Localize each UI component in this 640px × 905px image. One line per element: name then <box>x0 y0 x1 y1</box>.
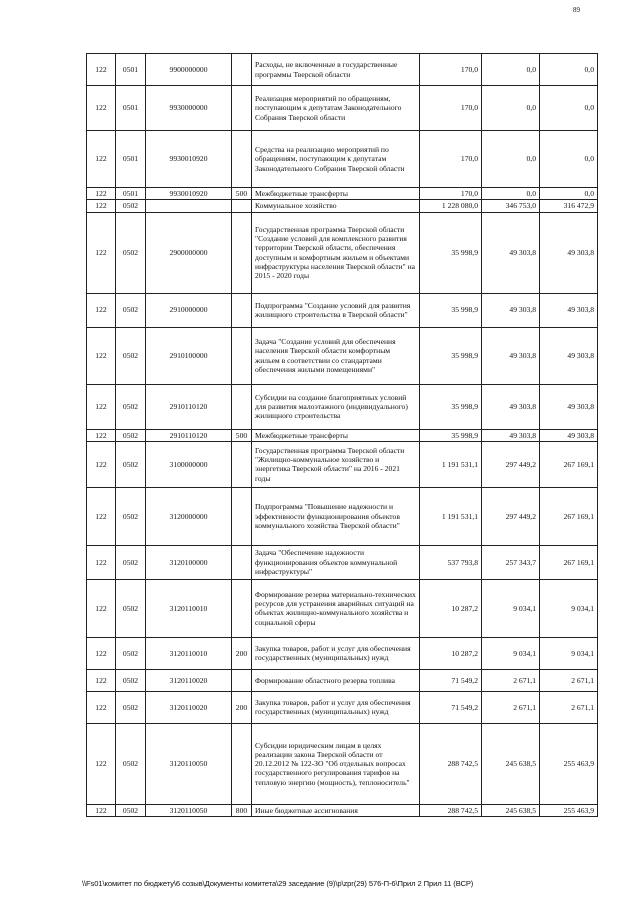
row-amount-year-3: 0,0 <box>540 188 598 200</box>
row-target-article: 2910100000 <box>146 327 232 384</box>
table-row <box>87 441 598 487</box>
row-expense-kind: 800 <box>232 804 252 816</box>
row-amount-year-2: 49 303,8 <box>482 327 540 384</box>
row-amount-year-1: 1 191 531,1 <box>420 487 482 545</box>
row-amount-year-1: 1 228 080,0 <box>420 200 482 212</box>
row-amount-year-3: 316 472,9 <box>540 200 598 212</box>
row-amount-year-2: 257 343,7 <box>482 545 540 579</box>
row-amount-year-2: 49 303,8 <box>482 293 540 327</box>
row-amount-year-2: 2 671,1 <box>482 691 540 723</box>
row-amount-year-2: 49 303,8 <box>482 384 540 429</box>
row-target-article: 3120110020 <box>146 669 232 691</box>
row-section: 0502 <box>116 200 146 212</box>
table-row <box>87 545 598 579</box>
table-row <box>87 429 598 441</box>
table-row <box>87 54 598 86</box>
row-amount-year-2: 346 753,0 <box>482 200 540 212</box>
row-description: Иные бюджетные ассигнования <box>252 804 420 816</box>
table-row <box>87 487 598 545</box>
row-amount-year-3: 49 303,8 <box>540 293 598 327</box>
row-amount-year-2: 49 303,8 <box>482 212 540 293</box>
row-section: 0502 <box>116 293 146 327</box>
row-code: 122 <box>87 579 116 637</box>
row-expense-kind <box>232 293 252 327</box>
row-target-article: 3100000000 <box>146 441 232 487</box>
row-expense-kind <box>232 86 252 131</box>
row-amount-year-1: 537 793,8 <box>420 545 482 579</box>
row-amount-year-1: 288 742,5 <box>420 804 482 816</box>
row-amount-year-3: 255 463,9 <box>540 804 598 816</box>
row-expense-kind: 500 <box>232 429 252 441</box>
budget-table <box>86 53 598 817</box>
row-section: 0502 <box>116 579 146 637</box>
table-row <box>87 804 598 816</box>
row-section: 0502 <box>116 212 146 293</box>
row-target-article: 9930000000 <box>146 86 232 131</box>
table-row <box>87 384 598 429</box>
row-amount-year-2: 0,0 <box>482 86 540 131</box>
row-target-article <box>146 200 232 212</box>
row-description: Средства на реализацию мероприятий по обращениям, поступающим к депутатам Законодательного Собрания Тверской области <box>252 131 420 188</box>
row-code: 122 <box>87 200 116 212</box>
row-amount-year-1: 170,0 <box>420 188 482 200</box>
row-amount-year-3: 49 303,8 <box>540 327 598 384</box>
row-target-article: 3120110050 <box>146 804 232 816</box>
row-amount-year-3: 9 034,1 <box>540 637 598 669</box>
row-amount-year-1: 71 549,2 <box>420 669 482 691</box>
row-amount-year-1: 35 998,9 <box>420 327 482 384</box>
row-section: 0502 <box>116 327 146 384</box>
row-target-article: 3120110010 <box>146 637 232 669</box>
row-description: Задача "Обеспечение надежности функционирования объектов коммунальной инфраструктуры" <box>252 545 420 579</box>
row-target-article: 2910000000 <box>146 293 232 327</box>
row-description: Межбюджетные трансферты <box>252 429 420 441</box>
row-target-article: 2900000000 <box>146 212 232 293</box>
row-description: Коммунальное хозяйство <box>252 200 420 212</box>
row-code: 122 <box>87 212 116 293</box>
row-amount-year-2: 49 303,8 <box>482 429 540 441</box>
table-row <box>87 212 598 293</box>
row-code: 122 <box>87 188 116 200</box>
row-expense-kind <box>232 487 252 545</box>
row-code: 122 <box>87 723 116 804</box>
row-description: Формирование резерва материально-технических ресурсов для устранения аварийных ситуаций на объектах жилищно-коммунального хозяйства и социальной сферы <box>252 579 420 637</box>
row-expense-kind <box>232 384 252 429</box>
row-code: 122 <box>87 293 116 327</box>
row-code: 122 <box>87 804 116 816</box>
row-target-article: 2910110120 <box>146 384 232 429</box>
row-amount-year-2: 2 671,1 <box>482 669 540 691</box>
row-amount-year-3: 255 463,9 <box>540 723 598 804</box>
row-amount-year-2: 9 034,1 <box>482 637 540 669</box>
row-amount-year-2: 245 638,5 <box>482 804 540 816</box>
row-amount-year-2: 9 034,1 <box>482 579 540 637</box>
row-description: Закупка товаров, работ и услуг для обеспечения государственных (муниципальных) нужд <box>252 691 420 723</box>
row-expense-kind: 200 <box>232 691 252 723</box>
row-section: 0501 <box>116 188 146 200</box>
row-target-article: 9900000000 <box>146 54 232 86</box>
row-amount-year-1: 35 998,9 <box>420 293 482 327</box>
row-amount-year-3: 267 169,1 <box>540 487 598 545</box>
row-amount-year-1: 170,0 <box>420 131 482 188</box>
row-amount-year-3: 9 034,1 <box>540 579 598 637</box>
table-row <box>87 669 598 691</box>
row-description: Субсидии на создание благоприятных условий для развития малоэтажного (индивидуального) жилищного строительства <box>252 384 420 429</box>
footer-file-path: \\Fs01\комитет по бюджету\6 созыв\Документы комитета\29 заседание (9)\р\zpr(29) 576-П-6\Прил 2 Прил 11 (ВСР) <box>82 879 474 888</box>
row-expense-kind <box>232 579 252 637</box>
row-section: 0502 <box>116 441 146 487</box>
row-code: 122 <box>87 487 116 545</box>
row-target-article: 3120110050 <box>146 723 232 804</box>
table-row <box>87 131 598 188</box>
table-row <box>87 188 598 200</box>
row-amount-year-1: 288 742,5 <box>420 723 482 804</box>
row-amount-year-1: 35 998,9 <box>420 384 482 429</box>
row-amount-year-1: 71 549,2 <box>420 691 482 723</box>
row-amount-year-3: 267 169,1 <box>540 545 598 579</box>
row-section: 0502 <box>116 487 146 545</box>
row-expense-kind <box>232 723 252 804</box>
row-target-article: 3120000000 <box>146 487 232 545</box>
row-target-article: 9930010920 <box>146 131 232 188</box>
row-target-article: 3120100000 <box>146 545 232 579</box>
row-section: 0502 <box>116 637 146 669</box>
row-amount-year-3: 0,0 <box>540 54 598 86</box>
row-amount-year-1: 170,0 <box>420 86 482 131</box>
row-section: 0501 <box>116 54 146 86</box>
table-row <box>87 86 598 131</box>
row-description: Субсидии юридическим лицам в целях реализации закона Тверской области от 20.12.2012 № 122-ЗО "Об отдельных вопросах государственного регулирования тарифов на тепловую энергию (мощность), теплоноситель" <box>252 723 420 804</box>
row-description: Государственная программа Тверской области "Жилищно-коммунальное хозяйство и энергетика Тверской области" на 2016 - 2021 годы <box>252 441 420 487</box>
row-section: 0502 <box>116 691 146 723</box>
row-section: 0501 <box>116 131 146 188</box>
row-amount-year-3: 49 303,8 <box>540 384 598 429</box>
table-row <box>87 327 598 384</box>
row-amount-year-2: 245 638,5 <box>482 723 540 804</box>
row-expense-kind <box>232 200 252 212</box>
row-code: 122 <box>87 637 116 669</box>
row-amount-year-3: 2 671,1 <box>540 691 598 723</box>
row-description: Формирование областного резерва топлива <box>252 669 420 691</box>
row-amount-year-2: 0,0 <box>482 188 540 200</box>
row-expense-kind <box>232 669 252 691</box>
row-target-article: 3120110020 <box>146 691 232 723</box>
row-description: Подпрограмма "Повышение надежности и эффективности функционирования объектов коммунального хозяйства Тверской области" <box>252 487 420 545</box>
row-description: Закупка товаров, работ и услуг для обеспечения государственных (муниципальных) нужд <box>252 637 420 669</box>
row-section: 0502 <box>116 723 146 804</box>
row-code: 122 <box>87 429 116 441</box>
row-description: Реализация мероприятий по обращениям, поступающим к депутатам Законодательного Собрания Тверской области <box>252 86 420 131</box>
row-expense-kind <box>232 131 252 188</box>
row-amount-year-3: 0,0 <box>540 86 598 131</box>
row-description: Межбюджетные трансферты <box>252 188 420 200</box>
row-code: 122 <box>87 669 116 691</box>
row-section: 0501 <box>116 86 146 131</box>
row-section: 0502 <box>116 545 146 579</box>
row-target-article: 9930010920 <box>146 188 232 200</box>
row-code: 122 <box>87 327 116 384</box>
row-expense-kind <box>232 545 252 579</box>
row-code: 122 <box>87 54 116 86</box>
row-code: 122 <box>87 86 116 131</box>
row-amount-year-2: 297 449,2 <box>482 441 540 487</box>
row-section: 0502 <box>116 804 146 816</box>
row-expense-kind: 200 <box>232 637 252 669</box>
row-code: 122 <box>87 131 116 188</box>
row-description: Государственная программа Тверской области "Создание условий для комплексного развития территории Тверской области, обеспечения доступным и комфортным жильем и объектами инфраструктуры населения Тверской области" на 2015 - 2020 годы <box>252 212 420 293</box>
table-row <box>87 579 598 637</box>
row-amount-year-2: 297 449,2 <box>482 487 540 545</box>
row-description: Расходы, не включенные в государственные программы Тверской области <box>252 54 420 86</box>
row-code: 122 <box>87 691 116 723</box>
row-amount-year-1: 10 287,2 <box>420 579 482 637</box>
row-amount-year-3: 49 303,8 <box>540 429 598 441</box>
row-amount-year-3: 49 303,8 <box>540 212 598 293</box>
row-amount-year-1: 1 191 531,1 <box>420 441 482 487</box>
table-row <box>87 637 598 669</box>
row-amount-year-1: 35 998,9 <box>420 429 482 441</box>
row-amount-year-3: 267 169,1 <box>540 441 598 487</box>
row-expense-kind <box>232 441 252 487</box>
table-row <box>87 293 598 327</box>
row-section: 0502 <box>116 384 146 429</box>
row-section: 0502 <box>116 429 146 441</box>
row-amount-year-2: 0,0 <box>482 131 540 188</box>
row-amount-year-3: 2 671,1 <box>540 669 598 691</box>
row-section: 0502 <box>116 669 146 691</box>
row-description: Задача "Создание условий для обеспечения населения Тверской области комфортным жильем в соответствии со стандартами обеспечения жилыми помещениями" <box>252 327 420 384</box>
row-target-article: 2910110120 <box>146 429 232 441</box>
row-expense-kind <box>232 212 252 293</box>
row-amount-year-3: 0,0 <box>540 131 598 188</box>
row-code: 122 <box>87 441 116 487</box>
table-row <box>87 723 598 804</box>
page-number: 89 <box>573 6 580 14</box>
row-amount-year-1: 35 998,9 <box>420 212 482 293</box>
table-row <box>87 200 598 212</box>
row-description: Подпрограмма "Создание условий для развития жилищного строительства в Тверской области" <box>252 293 420 327</box>
row-code: 122 <box>87 384 116 429</box>
row-amount-year-1: 170,0 <box>420 54 482 86</box>
table-row <box>87 691 598 723</box>
row-amount-year-1: 10 287,2 <box>420 637 482 669</box>
row-expense-kind <box>232 327 252 384</box>
row-code: 122 <box>87 545 116 579</box>
row-amount-year-2: 0,0 <box>482 54 540 86</box>
row-expense-kind: 500 <box>232 188 252 200</box>
row-expense-kind <box>232 54 252 86</box>
row-target-article: 3120110010 <box>146 579 232 637</box>
